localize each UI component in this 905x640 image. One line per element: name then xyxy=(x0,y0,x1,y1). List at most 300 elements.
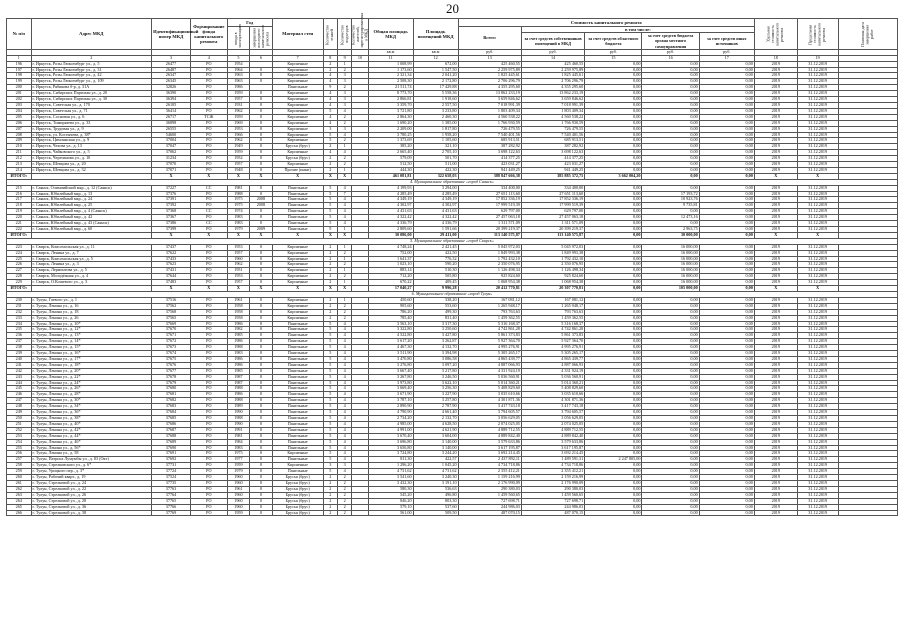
table-cell: 5 xyxy=(323,203,337,209)
table-cell: 0 xyxy=(250,339,272,345)
table-cell: 2019 xyxy=(754,356,797,362)
table-cell: 4 628,50 xyxy=(413,421,458,427)
table-cell: 0,00 xyxy=(699,221,754,227)
table-cell: 3 622,10 xyxy=(413,380,458,386)
header-unit-cost: Удельная стоимость капитального ремонта xyxy=(754,19,797,50)
table-cell: 4 xyxy=(338,421,352,427)
table-cell: 3 394,98 xyxy=(413,351,458,357)
table-cell: 2 xyxy=(323,480,337,486)
table-cell: 3 656,80 xyxy=(368,445,413,451)
table-cell: РО xyxy=(190,451,227,457)
table-cell: 1 xyxy=(338,144,352,150)
table-cell: Кирпичные xyxy=(272,126,323,132)
table-cell: 31.12.2019 xyxy=(797,398,838,404)
table-cell: г. Тулун, Стрелковой ул., д. 22 xyxy=(31,486,152,492)
table-cell: 0 xyxy=(250,114,272,120)
table-cell: X xyxy=(227,173,249,179)
table-cell: Кирпичные xyxy=(272,138,323,144)
table-cell: 1984 xyxy=(227,439,249,445)
table-cell: 1959 xyxy=(227,463,249,469)
table-cell: Панельные xyxy=(272,433,323,439)
table-cell: 1957 xyxy=(227,97,249,103)
table-cell: 2019 xyxy=(754,398,797,404)
table-cell: 4 xyxy=(338,197,352,203)
table-cell: РО xyxy=(190,268,227,274)
table-cell: 254 xyxy=(7,439,32,445)
table-cell: 0,00 xyxy=(642,79,699,85)
table-cell: 37674 xyxy=(152,351,191,357)
table-cell: 0,00 xyxy=(585,374,642,380)
table-cell: 2019 xyxy=(754,144,797,150)
table-cell: 811,30 xyxy=(368,457,413,463)
table-cell: 0,00 xyxy=(642,132,699,138)
table-cell: 0,00 xyxy=(699,280,754,286)
table-cell: г. Тулун, Ленина ул., д. 18* xyxy=(31,362,152,368)
table-cell: X xyxy=(152,232,191,238)
table-cell: 1 xyxy=(338,268,352,274)
table-cell: 31.12.2019 xyxy=(797,303,838,309)
table-cell: 31.12.2019 xyxy=(797,433,838,439)
table-cell: Кирпичные xyxy=(272,102,323,108)
table-cell: 685 913,51 xyxy=(521,138,584,144)
header-total-cost: Всего: xyxy=(458,27,521,50)
table-cell: 1962 xyxy=(227,262,249,268)
table-cell: 5 036 560,91 xyxy=(521,374,584,380)
table-cell: 3 xyxy=(338,463,352,469)
header-planned-date: Плановая дата завершения работ xyxy=(838,19,897,50)
table-cell: Панельные xyxy=(272,427,323,433)
table-cell: 37679 xyxy=(152,380,191,386)
table-cell: г. Иркутск, Шевцова ул., д. 32 xyxy=(31,167,152,173)
table-cell: г. Тулун, Ленина ул., д. 16* xyxy=(31,351,152,357)
table-cell: 4 731,62 xyxy=(413,469,458,475)
table-cell: 0,00 xyxy=(642,144,699,150)
table-cell: 0,00 xyxy=(642,457,699,463)
table-cell: 0,00 xyxy=(642,504,699,510)
table-cell: X xyxy=(323,173,337,179)
table-cell: Кирпичные xyxy=(272,132,323,138)
table-cell: 3 579 633,86 xyxy=(458,439,521,445)
table-cell: 237 xyxy=(7,339,32,345)
table-cell: 2 xyxy=(323,510,337,516)
table-cell: 2 xyxy=(338,262,352,268)
table-cell: 0 xyxy=(250,262,272,268)
table-cell: 1 373,69 xyxy=(368,138,413,144)
table-cell: 0,00 xyxy=(642,380,699,386)
table-cell: 0,00 xyxy=(699,138,754,144)
table-cell: г. Саянск, Юбилейный мкр., д. 4 (Саянск) xyxy=(31,209,152,215)
table-cell: 2 734,20 xyxy=(368,416,413,422)
table-cell: 242 xyxy=(7,368,32,374)
table-cell: Брусья (брус) xyxy=(272,144,323,150)
table-cell: РО xyxy=(190,138,227,144)
table-cell: 2 xyxy=(323,486,337,492)
table-cell: 5 xyxy=(323,108,337,114)
table-cell: 0,00 xyxy=(642,173,699,179)
table-cell: 1975 xyxy=(227,203,249,209)
table-cell: 0,00 xyxy=(585,102,642,108)
table-cell: Брусья (брус) xyxy=(272,504,323,510)
table-cell: 20 412 770,81 xyxy=(458,286,521,292)
table-cell: 10 923,76 xyxy=(642,197,699,203)
table-cell: РО xyxy=(190,191,227,197)
table-cell: 0,00 xyxy=(585,120,642,126)
table-cell: г. Свирск, О.Кошевого ул., д. 3 xyxy=(31,280,152,286)
table-cell: 2 xyxy=(338,85,352,91)
table-cell: 3 541,60 xyxy=(368,475,413,481)
table-cell: 37392 xyxy=(152,203,191,209)
table-cell: 5 045 972,03 xyxy=(521,244,584,250)
table-cell: 0 xyxy=(250,345,272,351)
table-cell: 223 xyxy=(7,244,32,250)
table-cell: 2 xyxy=(323,61,337,67)
table-cell: 1957 xyxy=(227,162,249,168)
table-cell: 232 xyxy=(7,309,32,315)
table-cell: 235 xyxy=(7,327,32,333)
table-cell: 0 xyxy=(250,221,272,227)
table-cell: РО xyxy=(190,97,227,103)
table-cell: 2019 xyxy=(754,380,797,386)
table-cell: 1959 xyxy=(227,114,249,120)
table-cell: 0,00 xyxy=(642,475,699,481)
table-cell: г. Иркутск, Розы Люксембург ул., д. 109 xyxy=(31,79,152,85)
table-cell: 2 350 076,95 xyxy=(458,262,521,268)
table-cell: 3 617 195,87 xyxy=(458,445,521,451)
table-cell: Кирпичные xyxy=(272,67,323,73)
table-cell: 5 927 364,70 xyxy=(521,339,584,345)
table-cell: Панельные xyxy=(272,398,323,404)
table-cell: 561,00 xyxy=(368,510,413,516)
table-cell: 3 698 122,63 xyxy=(458,150,521,156)
table-cell: 1 766 930,59 xyxy=(521,120,584,126)
table-cell: 37437 xyxy=(152,244,191,250)
table-cell: 4 336,79 xyxy=(368,221,413,227)
table-cell: 0 xyxy=(250,79,272,85)
table-cell: 220 xyxy=(7,215,32,221)
table-cell: РО xyxy=(190,356,227,362)
table-cell: 2 xyxy=(323,256,337,262)
table-cell: 4 322,42 xyxy=(368,215,413,221)
table-cell: 1959 xyxy=(227,510,249,516)
table-cell: г. Тулун, Ленина ул., д. 15* xyxy=(31,345,152,351)
table-cell: 2019 xyxy=(754,303,797,309)
table-cell: РО xyxy=(190,351,227,357)
table-cell: 3 671,90 xyxy=(368,392,413,398)
table-cell: 0,00 xyxy=(699,362,754,368)
table-cell: Панельные xyxy=(272,386,323,392)
table-cell: 7 540 401,56 xyxy=(521,132,584,138)
table-cell: 2 xyxy=(323,504,337,510)
table-cell: 2 074 025,05 xyxy=(458,421,521,427)
table-cell: 7 018 991,39 xyxy=(521,102,584,108)
table-cell: 0,00 xyxy=(699,416,754,422)
table-cell: 0,00 xyxy=(585,416,642,422)
table-cell: 5 316 168,37 xyxy=(458,321,521,327)
table-cell: 0,00 xyxy=(642,167,699,173)
table-cell: 5 xyxy=(323,339,337,345)
table-cell: 727 698,71 xyxy=(521,498,584,504)
unit-cell: кв.м xyxy=(413,49,458,55)
table-cell: 37731 xyxy=(152,463,191,469)
table-cell: 0,00 xyxy=(585,368,642,374)
table-cell: 4 xyxy=(338,368,352,374)
table-cell: 2019 xyxy=(754,73,797,79)
table-cell: 37677 xyxy=(152,368,191,374)
table-cell: 31.12.2019 xyxy=(797,203,838,209)
table-cell: 37680 xyxy=(152,386,191,392)
table-cell: 5 xyxy=(323,209,337,215)
table-cell: 37684 xyxy=(152,410,191,416)
column-number-cell: 8 xyxy=(323,55,337,61)
unit-cell: руб. xyxy=(642,49,699,55)
header-other-funds: за счет средств иных источников xyxy=(699,33,754,50)
table-cell: 5 xyxy=(323,362,337,368)
table-cell: РО xyxy=(190,345,227,351)
table-cell: 5 861 373,83 xyxy=(458,333,521,339)
table-cell: 0,00 xyxy=(585,445,642,451)
table-cell: Кирпичные xyxy=(272,250,323,256)
table-cell: 4 xyxy=(338,108,352,114)
table-cell: 1990 xyxy=(227,410,249,416)
table-cell: 883,14 xyxy=(368,268,413,274)
table-cell: 1990 xyxy=(227,421,249,427)
table-cell: РО xyxy=(190,280,227,286)
table-cell: 37688 xyxy=(152,433,191,439)
table-cell: 31.12.2019 xyxy=(797,356,838,362)
table-cell: 2019 xyxy=(754,297,797,303)
table-cell: Кирпичные xyxy=(272,91,323,97)
table-cell: 37399 xyxy=(152,227,191,233)
table-cell: Панельные xyxy=(272,439,323,445)
table-cell: 0,00 xyxy=(585,150,642,156)
table-cell: г. Тулун, Стрелковой ул., д. 26 xyxy=(31,492,152,498)
table-cell: 1952 xyxy=(227,156,249,162)
table-cell: 0,00 xyxy=(585,227,642,233)
table-cell: РО xyxy=(190,120,227,126)
table-cell: 0,00 xyxy=(699,469,754,475)
table-cell: 37678 xyxy=(152,374,191,380)
table-cell: 0,00 xyxy=(699,150,754,156)
table-cell: 37376 xyxy=(152,191,191,197)
table-cell: 0 xyxy=(250,215,272,221)
table-cell: 2 437 892,11 xyxy=(458,457,521,463)
table-cell: 113 140 575,87 xyxy=(458,232,521,238)
table-cell: 30 000,00 xyxy=(642,232,699,238)
table-cell: 0,00 xyxy=(699,85,754,91)
table-cell: 3 097,20 xyxy=(413,362,458,368)
table-cell: РО xyxy=(190,498,227,504)
table-cell: 3 xyxy=(323,126,337,132)
table-cell: 105 000,00 xyxy=(642,286,699,292)
table-cell: 2 xyxy=(338,315,352,321)
table-cell: 1 xyxy=(338,61,352,67)
table-cell: 5 xyxy=(323,138,337,144)
table-cell: 227 xyxy=(7,268,32,274)
table-cell: 0 xyxy=(250,475,272,481)
table-cell: X xyxy=(227,232,249,238)
table-cell: 16 000,00 xyxy=(642,274,699,280)
table-cell: 21 511,74 xyxy=(368,85,413,91)
table-cell: 5 xyxy=(323,439,337,445)
table-cell: 5 316 168,37 xyxy=(521,321,584,327)
table-cell: 3 240,30 xyxy=(413,475,458,481)
table-cell: 290 380,03 xyxy=(521,486,584,492)
table-cell: 0,00 xyxy=(642,303,699,309)
table-cell: 20 399 219,37 xyxy=(458,227,521,233)
table-cell: 0,00 xyxy=(642,416,699,422)
table-cell: 1 849 993,38 xyxy=(521,250,584,256)
table-cell: 0 xyxy=(250,386,272,392)
table-cell: 31.12.2019 xyxy=(797,197,838,203)
table-cell: РО xyxy=(190,427,227,433)
table-cell: 0 xyxy=(250,167,272,173)
table-cell: 1 766 930,59 xyxy=(458,120,521,126)
table-cell: 3 563,10 xyxy=(368,321,413,327)
table-cell: 16 000,00 xyxy=(642,280,699,286)
table-cell: 4 349,19 xyxy=(413,197,458,203)
table-cell: 0,00 xyxy=(699,73,754,79)
table-cell: 2 963,75 xyxy=(642,227,699,233)
table-cell: 1959 xyxy=(227,91,249,97)
table-cell: 685 913,51 xyxy=(458,138,521,144)
table-cell: 579,09 xyxy=(368,156,413,162)
table-cell: 1 792 432,10 xyxy=(458,256,521,262)
table-cell: 2019 xyxy=(754,215,797,221)
table-cell: 252 xyxy=(7,427,32,433)
table-cell: Кирпичные xyxy=(272,463,323,469)
table-cell: 37671 xyxy=(152,333,191,339)
table-cell: 0,00 xyxy=(642,510,699,516)
table-cell: 1988 xyxy=(227,191,249,197)
table-cell: 229 xyxy=(7,280,32,286)
table-cell: 4 887 066,93 xyxy=(458,362,521,368)
table-cell: 2019 xyxy=(754,191,797,197)
table-cell: Кирпичные xyxy=(272,150,323,156)
header-residents: Количество жителей, зарегистрированных в МКД xyxy=(350,12,369,48)
table-cell: РО xyxy=(190,404,227,410)
table-cell: 3 xyxy=(338,102,352,108)
table-cell: 5 xyxy=(323,356,337,362)
table-cell: 1 803 409,34 xyxy=(521,108,584,114)
table-cell: 0,00 xyxy=(585,108,642,114)
table-cell: 17 999 519,39 xyxy=(458,203,521,209)
table-cell: 37367 xyxy=(152,215,191,221)
table-cell: 0,00 xyxy=(699,120,754,126)
table-cell: 1 105,60 xyxy=(413,138,458,144)
table-cell: 422,30 xyxy=(413,167,458,173)
table-cell: 37686 xyxy=(152,421,191,427)
table-cell: 0,00 xyxy=(585,451,642,457)
table-cell: 1 825 445,61 xyxy=(458,73,521,79)
table-cell: 0,00 xyxy=(642,120,699,126)
table-cell: г. Иркутск, Тимирязева ул., д. 33 xyxy=(31,120,152,126)
table-cell: г. Тулун, Ленина ул., д. 30* xyxy=(31,398,152,404)
table-cell: 2 247 805,00 xyxy=(585,457,642,463)
table-cell: 31.12.2019 xyxy=(797,451,838,457)
table-cell: г. Саянск, Юбилейный мкр., д. 60 xyxy=(31,227,152,233)
section-title: 4. Муниципальное образование «город Саянск» xyxy=(7,179,898,185)
table-cell: г. Тулун, Ленина ул., д. 18 xyxy=(31,309,152,315)
table-cell: 3 724,80 xyxy=(368,451,413,457)
table-cell: 3 511,90 xyxy=(368,351,413,357)
table-cell: 670,22 xyxy=(368,280,413,286)
table-cell: 199 xyxy=(7,79,32,85)
table-cell: 2019 xyxy=(754,156,797,162)
table-cell: 3 xyxy=(338,126,352,132)
table-cell: г. Тулун, Ленина ул., д. 42* xyxy=(31,427,152,433)
table-cell: Кирпичные xyxy=(272,162,323,168)
table-cell: 0,00 xyxy=(699,232,754,238)
table-cell: 2019 xyxy=(754,167,797,173)
table-cell: 0,00 xyxy=(585,97,642,103)
table-cell: 26345 xyxy=(152,79,191,85)
table-cell: 1 958,20 xyxy=(413,132,458,138)
table-cell: 2019 xyxy=(754,126,797,132)
header-fund-formation: Формирование фонда капитального ремонта xyxy=(190,19,227,50)
table-cell: РО xyxy=(190,227,227,233)
table-cell: г. Тулун, Ленина ул., д. 58 xyxy=(31,451,152,457)
table-cell: 31.12.2019 xyxy=(797,132,838,138)
table-cell: 1986 xyxy=(227,85,249,91)
table-cell: 0,00 xyxy=(642,150,699,156)
table-cell: 3 359,70 xyxy=(368,102,413,108)
table-cell: 4 xyxy=(323,150,337,156)
table-cell: 31.12.2019 xyxy=(797,85,838,91)
table-cell: 3 470,80 xyxy=(368,356,413,362)
table-cell: г. Саянск, Юбилейный мкр., д. 24 xyxy=(31,197,152,203)
table-cell: 2019 xyxy=(754,351,797,357)
table-cell: 31.12.2019 xyxy=(797,262,838,268)
table-cell: 31.12.2019 xyxy=(797,156,838,162)
table-cell: 0 xyxy=(250,492,272,498)
table-cell: 215 xyxy=(7,185,32,191)
table-cell: ИТОГО: xyxy=(7,286,32,292)
table-cell: 0,00 xyxy=(699,173,754,179)
table-cell: 1962 xyxy=(227,138,249,144)
table-cell: 0,00 xyxy=(699,132,754,138)
table-cell: 265 xyxy=(7,504,32,510)
table-cell: 0,00 xyxy=(585,386,642,392)
table-cell: СС xyxy=(190,209,227,215)
table-cell: 3 670,40 xyxy=(368,433,413,439)
table-cell: 37689 xyxy=(152,439,191,445)
table-cell: г. Иркутск, Советская ул., д. 170 xyxy=(31,102,152,108)
table-cell: 31.12.2019 xyxy=(797,120,838,126)
table-cell: 0,00 xyxy=(585,433,642,439)
table-cell: 3 432,30 xyxy=(368,480,413,486)
table-cell: г. Тулун, Ленина ул., д. 26* xyxy=(31,386,152,392)
table-cell: 2 xyxy=(338,486,352,492)
table-cell: 0,00 xyxy=(642,492,699,498)
table-cell: Кирпичные xyxy=(272,303,323,309)
table-cell: 113 140 575,87 xyxy=(521,232,584,238)
table-cell: 201 xyxy=(7,91,32,97)
table-cell: 0,00 xyxy=(585,280,642,286)
table-cell: РО xyxy=(190,486,227,492)
table-cell: Прочие (иные) xyxy=(272,167,323,173)
table-cell: 16 000,00 xyxy=(642,268,699,274)
table-cell: 4 889 712,55 xyxy=(458,427,521,433)
table-cell: 0,00 xyxy=(699,102,754,108)
table-cell: 236 xyxy=(7,333,32,339)
table-cell: 32826 xyxy=(152,85,191,91)
table-cell: 2019 xyxy=(754,197,797,203)
table-cell: Панельные xyxy=(272,321,323,327)
table-cell: 3 604,00 xyxy=(413,433,458,439)
table-cell: 2 508,30 xyxy=(368,79,413,85)
table-cell: 1 068 954,38 xyxy=(521,280,584,286)
table-cell: 5 305 265,17 xyxy=(521,351,584,357)
